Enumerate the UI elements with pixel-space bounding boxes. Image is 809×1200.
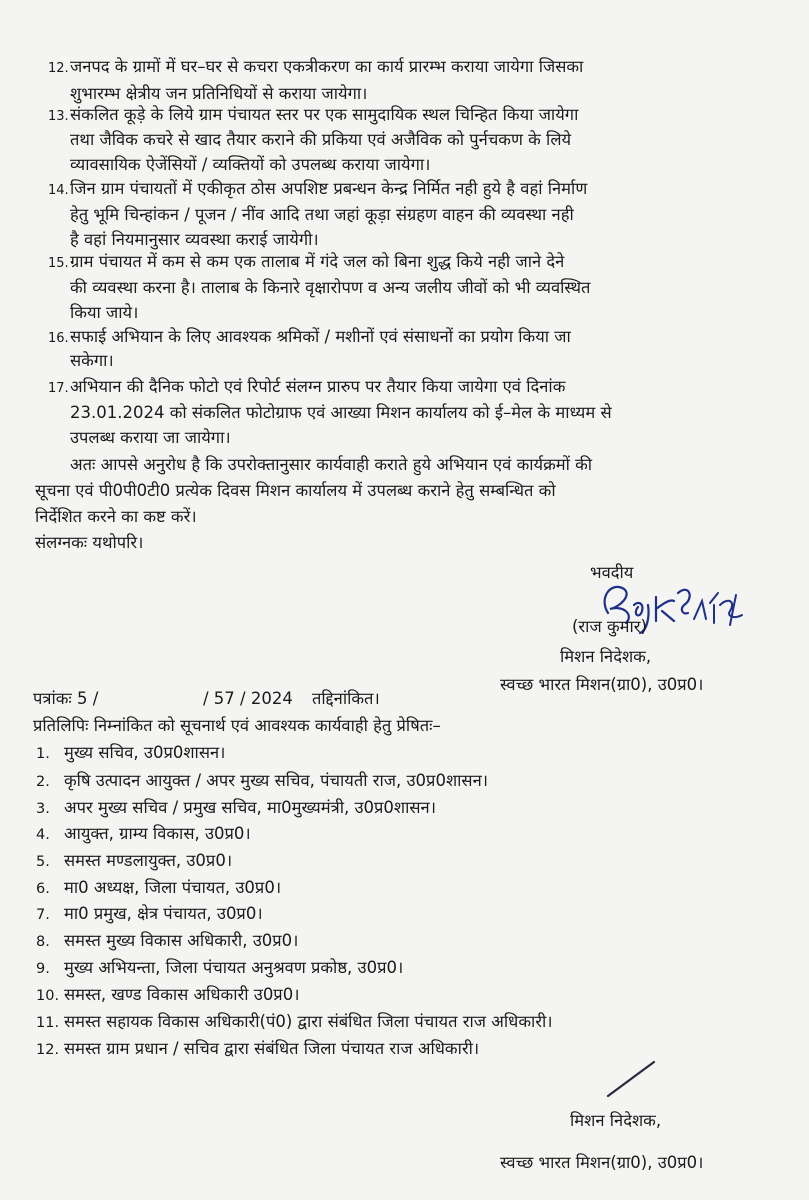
copy-item-number: 8. [36,934,50,950]
signatory-designation: मिशन निदेशक, [560,647,652,666]
point-text-line: की व्यवस्था करना है। तालाब के किनारे वृक्षारोपण व अन्य जलीय जीवों को भी व्यवस्थित [70,278,591,297]
copy-item-text: मुख्य सचिव, उ0प्र0शासन। [64,743,226,762]
copy-item-text: मा0 अध्यक्ष, जिला पंचायत, उ0प्र0। [64,878,282,897]
point-text-line: तथा जैविक कचरे से खाद तैयार कराने की प्रकिया एवं अजैविक को पुर्नचकण के लिये [70,130,572,149]
pen-stroke-mark [600,1058,660,1100]
copy-list-item [36,957,403,980]
footer-designation: मिशन निदेशक, [570,1111,662,1130]
copy-list-item [36,1011,553,1034]
copy-item-text: मा0 प्रमुख, क्षेत्र पंचायत, उ0प्र0। [64,904,263,923]
copy-item-text: अपर मुख्य सचिव / प्रमुख सचिव, मा0मुख्यमंत्री, उ0प्र0शासन। [64,798,436,817]
patrank-label: पत्रांकः 5 / [33,689,99,708]
point-text-line: व्यावसायिक ऐजेंसियों / व्यक्तियों को उपलब्ध कराया जायेगा। [70,155,431,174]
copy-list-item [36,742,225,765]
copy-list-item [36,903,263,926]
point-number: 16. [48,331,69,346]
point-number: 15. [48,256,69,271]
copy-item-number: 3. [36,801,50,817]
copy-item-text: मुख्य अभियन्ता, जिला पंचायत अनुश्रवण प्रकोष्ठ, उ0प्र0। [64,958,404,977]
patrank-number: / 57 / 2024 [203,689,293,708]
copy-item-text: कृषि उत्पादन आयुक्त / अपर मुख्य सचिव, पंचायती राज, उ0प्र0शासन। [64,771,488,790]
point-text-line: सफाई अभियान के लिए आवश्यक श्रमिकों / मशीनों एवं संसाधनों का प्रयोग किया जा [70,327,571,346]
copy-item-number: 12. [36,1042,60,1058]
point-text-line: 23.01.2024 को संकलित फोटोग्राफ एवं आख्या मिशन कार्यालय को ई–मेल के माध्यम से [70,403,612,422]
copy-item-number: 2. [36,774,50,790]
copy-item-number: 6. [36,881,50,897]
patrank-date: तद्दिनांकित। [312,689,380,708]
copy-item-text: समस्त मण्डलायुक्त, उ0प्र0। [64,851,233,870]
point-number: 17. [48,381,69,396]
point-text-line: है वहां नियमानुसार व्यवस्था कराई जायेगी। [70,230,319,249]
request-text-line: अतः आपसे अनुरोध है कि उपरोक्तानुसार कार्यवाही कराते हुये अभियान एवं कार्यक्रमों की [70,455,593,474]
point-number: 12. [48,61,69,76]
point-number: 13. [48,109,69,124]
point-text-line: हेतु भूमि चिन्हांकन / पूजन / नींव आदि तथा जहां कूड़ा संग्रहण वाहन की व्यवस्था नही [70,205,574,224]
signatory-office: स्वच्छ भारत मिशन(ग्रा0), उ0प्र0। [500,675,704,694]
copy-item-text: समस्त ग्राम प्रधान / सचिव द्वारा संबंधित जिला पंचायत राज अधिकारी। [64,1039,480,1058]
copy-list-item [36,823,251,846]
signatory-name: (राज कुमार) [572,617,647,636]
point-text-line: किया जाये। [70,303,139,322]
copy-item-text: आयुक्त, ग्राम्य विकास, उ0प्र0। [64,824,251,843]
copy-list-item [36,984,299,1007]
copy-item-number: 7. [36,907,50,923]
copy-item-number: 1. [36,746,50,762]
copy-item-number: 5. [36,854,50,870]
point-text-line: शुभारम्भ क्षेत्रीय जन प्रतिनिधियों से कराया जायेगा। [70,84,368,103]
footer-office: स्वच्छ भारत मिशन(ग्रा0), उ0प्र0। [500,1153,704,1172]
copy-list-item [36,850,232,873]
point-number: 14. [48,183,69,198]
point-text-line: जिन ग्राम पंचायतों में एकीकृत ठोस अपशिष्ट प्रबन्धन केन्द्र निर्मित नही हुये है वहां निर्माण [70,179,588,198]
point-text-line: जनपद के ग्रामों में घर–घर से कचरा एकत्रीकरण का कार्य प्रारम्भ कराया जायेगा जिसका [70,57,584,76]
closing-salutation: भवदीय [590,563,634,582]
copy-list-item [36,797,436,820]
point-text-line: उपलब्ध कराया जा जायेगा। [70,428,231,447]
copy-item-number: 11. [36,1015,60,1031]
copy-heading: प्रतिलिपिः निम्नांकित को सूचनार्थ एवं आवश्यक कार्यवाही हेतु प्रेषितः– [33,716,441,735]
copy-list-item [36,877,281,900]
copy-item-text: समस्त सहायक विकास अधिकारी(पं0) द्वारा संबंधित जिला पंचायत राज अधिकारी। [64,1012,553,1031]
copy-list-item [36,770,488,793]
request-text-line: निर्देशित करने का कष्ट करें। [35,507,197,526]
point-text-line: संकलित कूड़े के लिये ग्राम पंचायत स्तर पर एक सामुदायिक स्थल चिन्हित किया जायेगा [70,105,579,124]
request-text-line: सूचना एवं पी0पी0टी0 प्रत्येक दिवस मिशन कार्यालय में उपलब्ध कराने हेतु सम्बन्धित को [35,481,556,500]
enclosure-line: संलग्नकः यथोपरि। [35,533,144,552]
copy-item-number: 4. [36,827,50,843]
point-text-line: अभियान की दैनिक फोटो एवं रिपोर्ट संलग्न प्रारुप पर तैयार किया जायेगा एवं दिनांक [70,377,566,396]
copy-item-text: समस्त, खण्ड विकास अधिकारी उ0प्र0। [64,985,300,1004]
copy-item-text: समस्त मुख्य विकास अधिकारी, उ0प्र0। [64,931,299,950]
copy-item-number: 9. [36,961,50,977]
copy-list-item [36,930,298,953]
copy-item-number: 10. [36,988,60,1004]
point-text-line: सकेगा। [70,351,114,370]
copy-list-item [36,1038,479,1061]
point-text-line: ग्राम पंचायत में कम से कम एक तालाब में गंदे जल को बिना शुद्ध किये नही जाने देने [70,252,565,271]
